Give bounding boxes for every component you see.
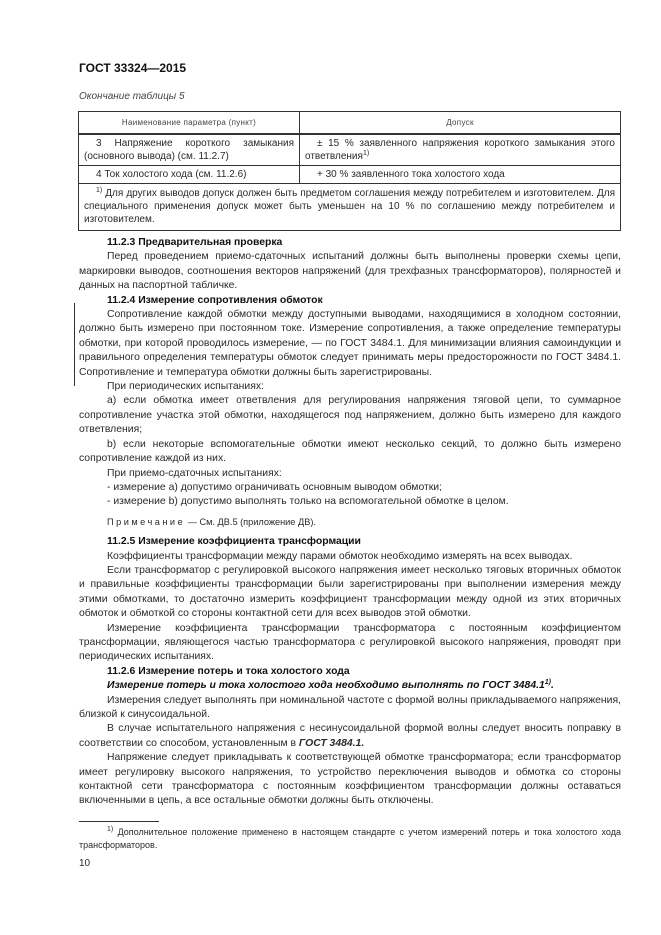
document-body — [79, 236, 621, 809]
paragraph: При приемо-сдаточных испытаниях: — [107, 467, 282, 479]
column-header-tolerance: Допуск — [300, 112, 621, 135]
note — [79, 515, 621, 529]
standard-reference: ГОСТ 3484.1. — [298, 737, 365, 749]
page-number: 10 — [79, 858, 91, 869]
page-footnote — [79, 826, 621, 852]
paragraph: Измерения следует выполнять при номинальной частоте с формой волны прикладываемого напряжения, близкой к синусоидальной. — [79, 694, 621, 720]
paragraph: Коэффициенты трансформации между парами обмоток необходимо измерять на всех выводах. — [107, 550, 573, 562]
change-bar — [74, 303, 75, 386]
tolerance-cell — [300, 134, 621, 166]
page-footnote-text: Дополнительное положение применено в настоящем стандарте с учетом измерений потерь и тока холостого хода трансформаторов. — [79, 827, 621, 850]
table-row — [79, 134, 621, 166]
footnote-mark: 1) — [107, 826, 114, 833]
note-text: — См. ДВ.5 (приложение ДВ). — [185, 516, 316, 527]
paragraph-emphasis: Измерение потерь и тока холостого хода необходимо выполнять по ГОСТ 3484.1$^{1)}$. — [107, 679, 554, 692]
note-label: Примечание — [107, 516, 186, 527]
tolerance-cell: + 30 % заявленного тока холостого хода — [300, 166, 621, 184]
table-footnote — [79, 184, 621, 231]
tolerance-table — [78, 111, 621, 231]
table-header-row — [79, 112, 621, 135]
paragraph: b) если некоторые вспомогательные обмотки имеют несколько секций, то должно быть измерено сопротивление каждой из них. — [79, 438, 621, 465]
section-heading: 11.2.3 Предварительная проверка — [107, 237, 283, 248]
table-row — [79, 166, 621, 184]
document-header: ГОСТ 33324—2015 — [79, 61, 187, 75]
footnote-divider — [79, 821, 159, 822]
paragraph: a) если обмотка имеет ответвления для регулирования напряжения тяговой цепи, то суммарное сопротивление участка этой обмотки, находящегося под напряжением, должно быть измерено для каждого ответвления; — [79, 395, 621, 436]
parameter-cell: 4 Ток холостого хода (см. 11.2.6) — [79, 166, 300, 184]
column-header-parameter: Наименование параметра (пункт) — [79, 112, 300, 135]
footnote-ref: 1) — [362, 150, 370, 157]
section-heading: 11.2.6 Измерение потерь и тока холостого хода — [107, 665, 350, 677]
paragraph: Если трансформатор с регулировкой высокого напряжения имеет несколько тяговых вторичных обмоток и правильные коэффициенты трансформации были зарегистрированы при выполнении измерения между этими обмотками, то достаточно измерить коэффициент трансформации между одной из этих вторичных обмоток и обмоткой со стороны контактной сети для всех выводов этой обмотки. — [79, 564, 621, 620]
paragraph: Измерение коэффициента трансформации трансформатора с постоянным коэффициентом трансформации, являющегося частью трансформатора с регулировкой высокого напряжения, проводят при периодических испытаниях. — [79, 622, 621, 663]
table-caption: Окончание таблицы 5 — [79, 91, 185, 102]
section-heading: 11.2.4 Измерение сопротивления обмоток — [107, 294, 323, 306]
paragraph: Напряжение следует прикладывать к соответствующей обмотке трансформатора; если трансформатор имеет регулировку высокого напряжения, то устройство переключения выводов и обмотка со стороны контактной сети трансформатора с постоянным коэффициентом трансформации должны оставаться включенными в цепь, а все остальные обмотки должны быть отключены. — [79, 752, 621, 807]
table-footnote-text: Для других выводов допуск должен быть предметом соглашения между потребителем и изготовителем. Для специального применения допуск может быть уменьшен на 10 % по соглашению между потребителем и изготовителем. — [84, 188, 616, 225]
paragraph-text: В случае испытательного напряжения с несинусоидальной формой волны следует вносить поправку в соответствии со способом, установленным в — [79, 723, 621, 749]
paragraph — [79, 722, 621, 751]
footnote-ref: 1) — [544, 679, 551, 687]
emphasis-text: Измерение потерь и тока холостого хода необходимо выполнять по ГОСТ 3484.1 — [107, 680, 545, 692]
footnote-mark: 1) — [96, 187, 103, 194]
table-footnote-row — [79, 184, 621, 231]
paragraph: Перед проведением приемо-сдаточных испытаний должны быть выполнены проверки схемы цепи, маркировки выводов, соотношения векторов напряжений (для трехфазных трансформаторов), полярностей и данных на паспортной табличке. — [79, 251, 621, 292]
tolerance-text: ± 15 % заявленного напряжения короткого замыкания этого ответвления — [305, 138, 615, 162]
paragraph: При периодических испытаниях: — [107, 381, 264, 393]
paragraph: Сопротивление каждой обмотки между доступными выводами, находящимися в холодном состоянии, должно быть измерено при постоянном токе. Измерение сопротивления, а также определение температуры обмотки, при которой проводилось измерение, — по ГОСТ 3484.1. Для минимизации влияния самоиндукции и правильного определения температуры обмоток следует принимать меры предосторожности по ГОСТ 3484.1. Сопротивление и температура обмотки должны быть зарегистрированы. — [79, 309, 621, 378]
list-item: - измерение b) допустимо выполнять только на вспомогательной обмотке в целом. — [107, 496, 509, 508]
parameter-cell: 3 Напряжение короткого замыкания (основного вывода) (см. 11.2.7) — [79, 134, 300, 166]
section-heading: 11.2.5 Измерение коэффициента трансформации — [107, 536, 361, 548]
list-item: - измерение a) допустимо ограничивать основным выводом обмотки; — [107, 481, 442, 493]
